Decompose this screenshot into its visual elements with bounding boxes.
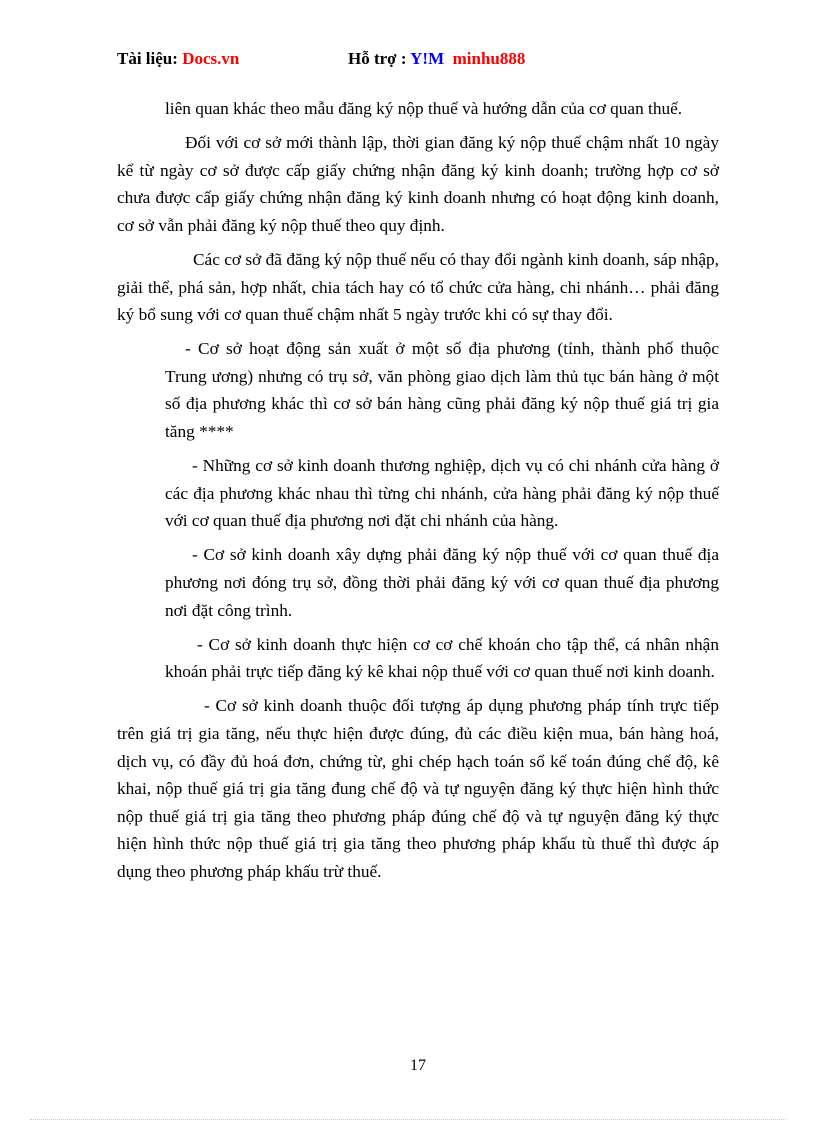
paragraph-construction: - Cơ sở kinh doanh xây dựng phải đăng ký nộp thuế với cơ quan thuế địa phương nơi đóng trụ sở, đồng thời phải đăng ký với cơ quan thuế địa phương nơi đặt công trình. <box>165 545 719 620</box>
paragraph-multi-location-production: - Cơ sở hoạt động sản xuất ở một số địa phương (tỉnh, thành phố thuộc Trung ương) nhưng có trụ sở, văn phòng giao dịch làm thủ tục bán hàng ở một số địa phương khác thì cơ sở bán hàng cũng phải đăng ký nộp thuế giá trị gia tăng **** <box>165 339 719 442</box>
doc-site-link[interactable]: Docs.vn <box>182 49 240 68</box>
page-number: 17 <box>410 1057 426 1074</box>
footer-divider <box>30 1119 786 1120</box>
support-username: minhu888 <box>452 49 526 68</box>
support-label: Hỗ trợ <box>348 49 397 68</box>
support-separator: : <box>396 49 411 68</box>
paragraph-commerce-branches: - Những cơ sở kinh doanh thương nghiệp, dịch vụ có chi nhánh cửa hàng ở các địa phương khác nhau thì từng chi nhánh, cửa hàng phải đăng ký nộp thuế với cơ quan thuế địa phương nơi đặt chi nhánh của hàng. <box>165 456 719 531</box>
page-header <box>117 49 717 71</box>
support-ym: Y!M <box>410 49 445 68</box>
doc-source <box>117 49 239 69</box>
paragraph-continuation: liên quan khác theo mẫu đăng ký nộp thuế và hướng dẫn của cơ quan thuế. <box>165 99 683 118</box>
paragraph-new-business-registration: Đối với cơ sở mới thành lập, thời gian đăng ký nộp thuế chậm nhất 10 ngày kể từ ngày cơ sở được cấp giấy chứng nhận đăng ký kinh doanh; trường hợp cơ sở chưa được cấp giấy chứng nhận đăng ký kinh doanh nhưng có hoạt động kinh doanh, cơ sở vẫn phải đăng ký nộp thuế theo quy định. <box>117 133 719 235</box>
paragraph-contracting: - Cơ sở kinh doanh thực hiện cơ cơ chế khoán cho tập thể, cá nhân nhận khoán phải trực tiếp đăng ký kê khai nộp thuế với cơ quan thuế nơi kinh doanh. <box>165 634 719 682</box>
support-info <box>348 49 525 69</box>
doc-label: Tài liệu <box>117 49 173 68</box>
paragraph-direct-method: - Cơ sở kinh doanh thuộc đối tượng áp dụng phương pháp tính trực tiếp trên giá trị gia tăng, nếu thực hiện được đúng, đủ các điều kiện mua, bán hàng hoá, dịch vụ, có đầy đủ hoá đơn, chứng từ, ghi chép hạch toán sổ kế toán đúng chế độ, kê khai, nộp thuế giá trị gia tăng đung chế độ và tự nguyện đăng ký thực hiện hình thức nộp thuế giá trị gia tăng theo phương pháp đúng chế độ và tự nguyện đăng ký thực hiện hình thức nộp thuế giá trị gia tăng theo phương pháp khấu tù thuế thì được áp dụng theo phương pháp khấu trừ thuế. <box>117 696 719 881</box>
doc-separator: : <box>172 49 183 68</box>
paragraph-registration-changes: Các cơ sở đã đăng ký nộp thuế nếu có thay đổi ngành kinh doanh, sáp nhập, giải thể, phá sản, hợp nhất, chia tách hay có tổ chức cửa hàng, chi nhánh… phải đăng ký bổ sung với cơ quan thuế chậm nhất 5 ngày trước khi có sự thay đổi. <box>117 249 719 325</box>
document-body <box>117 95 719 892</box>
